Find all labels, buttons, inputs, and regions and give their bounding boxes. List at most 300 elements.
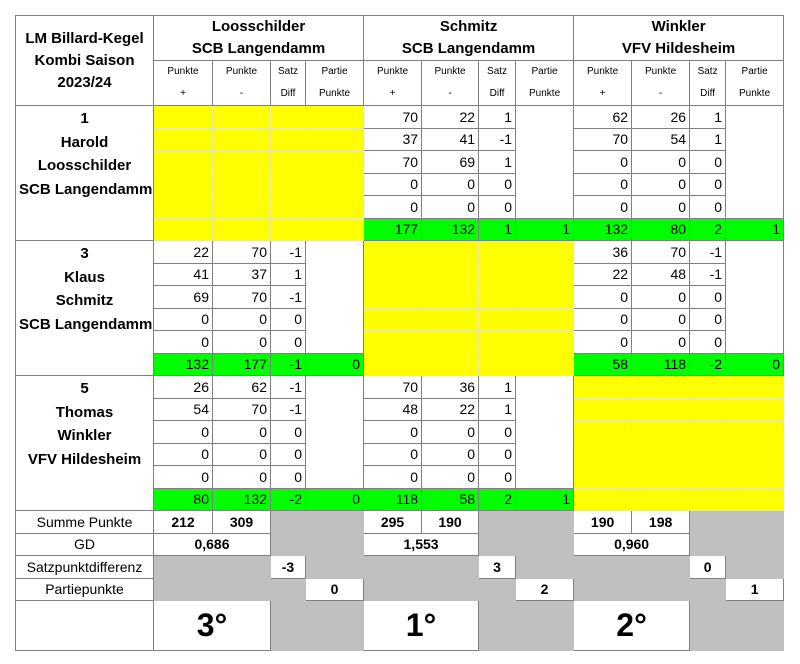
self-match-cell (726, 398, 784, 421)
game-score: 0 (154, 331, 213, 354)
game-score: 1 (479, 151, 516, 174)
column-subheader (479, 61, 516, 106)
self-match-cell (479, 353, 516, 376)
self-match-cell (574, 466, 632, 489)
self-match-cell (306, 173, 364, 196)
subheader-line: Punkte (318, 88, 351, 99)
game-score: 0 (213, 443, 271, 466)
self-match-cell (213, 173, 271, 196)
subheader-line: - (658, 88, 663, 99)
game-score: 0 (690, 331, 726, 354)
self-match-cell (364, 263, 422, 286)
self-match-cell (479, 308, 516, 331)
game-score: 0 (632, 331, 690, 354)
partie-blank (306, 376, 364, 489)
game-score: 0 (690, 286, 726, 309)
self-match-cell (632, 466, 690, 489)
self-match-cell (213, 106, 271, 129)
player-first: Thomas (55, 403, 114, 421)
game-score: 70 (574, 128, 632, 151)
self-match-cell (271, 128, 306, 151)
self-match-cell (422, 308, 479, 331)
subheader-line: Partie (321, 66, 348, 77)
player-club: SCB Langendamm (19, 180, 153, 198)
self-match-cell (154, 196, 213, 219)
game-score: 62 (574, 106, 632, 129)
game-score: 0 (154, 421, 213, 444)
title-line: Kombi Saison (34, 51, 135, 69)
inactive-cell (271, 533, 306, 556)
match-total: -1 (271, 353, 306, 376)
player-last: Loosschilder (37, 157, 132, 174)
self-match-cell (574, 421, 632, 444)
inactive-cell (479, 578, 516, 601)
game-score: 0 (364, 466, 422, 489)
game-score: 1 (690, 106, 726, 129)
match-total: 58 (574, 353, 632, 376)
opponent-header (364, 16, 574, 61)
player-seed: 1 (80, 110, 89, 127)
game-score: 41 (422, 128, 479, 151)
game-score: 69 (422, 151, 479, 174)
subheader-line: + (180, 88, 186, 99)
inactive-cell (574, 578, 632, 601)
opponent-name: Loosschilder (211, 18, 306, 35)
satz-value: -3 (271, 556, 306, 579)
game-score: 0 (271, 443, 306, 466)
self-match-cell (632, 376, 690, 399)
player-name-cell (16, 241, 154, 376)
summe-punkte-label: Summe Punkte (16, 511, 154, 534)
game-score: 22 (422, 106, 479, 129)
match-total: 1 (516, 218, 574, 241)
subheader-line: + (599, 88, 606, 99)
partie-value: 2 (516, 578, 574, 601)
subheader-line: + (389, 88, 396, 99)
subheader-line: Punkte (587, 66, 619, 77)
self-match-cell (271, 218, 306, 241)
game-score: 1 (271, 263, 306, 286)
game-score: 70 (632, 241, 690, 264)
subheader-line: Punkte (434, 66, 466, 77)
game-score: 0 (690, 308, 726, 331)
game-score: 70 (213, 286, 271, 309)
self-match-cell (516, 353, 574, 376)
game-score: 36 (422, 376, 479, 399)
opponent-header (154, 16, 364, 61)
self-match-cell (154, 128, 213, 151)
inactive-cell (479, 511, 516, 534)
column-subheader (574, 61, 632, 106)
inactive-cell (516, 533, 574, 556)
partie-blank (516, 106, 574, 219)
inactive-cell (154, 578, 213, 601)
column-subheader (632, 61, 690, 106)
match-total: 132 (574, 218, 632, 241)
column-subheader (690, 61, 726, 106)
subheader-line: Satz (697, 66, 718, 77)
subheader-line: Satz (277, 66, 298, 77)
match-total: 132 (154, 353, 213, 376)
game-score: 0 (271, 331, 306, 354)
game-score: 70 (364, 151, 422, 174)
game-score: 0 (154, 443, 213, 466)
subheader-line: - (239, 88, 244, 99)
game-score: 0 (213, 466, 271, 489)
column-subheader (271, 61, 306, 106)
game-score: 37 (364, 128, 422, 151)
inactive-cell (574, 556, 632, 579)
column-subheader (306, 61, 364, 106)
self-match-cell (632, 488, 690, 511)
game-score: 69 (154, 286, 213, 309)
self-match-cell (422, 353, 479, 376)
inactive-cell (271, 511, 306, 534)
game-score: 0 (154, 466, 213, 489)
gd-label: GD (16, 533, 154, 556)
match-total: 177 (364, 218, 422, 241)
self-match-cell (364, 241, 422, 264)
game-score: 0 (632, 173, 690, 196)
match-total: 2 (690, 218, 726, 241)
column-subheader (422, 61, 479, 106)
satz-value: 0 (690, 556, 726, 579)
inactive-cell (726, 511, 784, 534)
game-score: 0 (574, 331, 632, 354)
sum-plus: 190 (574, 511, 632, 534)
self-match-cell (690, 466, 726, 489)
subheader-line: Diff (489, 88, 505, 99)
match-total: 1 (479, 218, 516, 241)
match-total: 0 (726, 353, 784, 376)
player-seed: 3 (80, 245, 89, 262)
game-score: 37 (213, 263, 271, 286)
game-score: 48 (632, 263, 690, 286)
game-score: 1 (479, 376, 516, 399)
match-total: 0 (306, 353, 364, 376)
game-score: 0 (574, 196, 632, 219)
player-seed: 5 (80, 380, 89, 397)
column-subheader (726, 61, 784, 106)
self-match-cell (574, 376, 632, 399)
sum-minus: 198 (632, 511, 690, 534)
game-score: 0 (422, 173, 479, 196)
sum-plus: 212 (154, 511, 213, 534)
match-total: 1 (516, 488, 574, 511)
game-score: 0 (422, 421, 479, 444)
self-match-cell (516, 263, 574, 286)
game-score: -1 (271, 241, 306, 264)
self-match-cell (271, 173, 306, 196)
inactive-cell (632, 556, 690, 579)
partie-blank (516, 376, 574, 489)
self-match-cell (574, 488, 632, 511)
player-last: Schmitz (55, 292, 114, 309)
self-match-cell (516, 286, 574, 309)
column-subheader (213, 61, 271, 106)
self-match-cell (154, 218, 213, 241)
subheader-line: Punkte (645, 66, 677, 77)
game-score: -1 (271, 286, 306, 309)
game-score: 26 (632, 106, 690, 129)
rank-value: 2° (574, 601, 690, 651)
game-score: -1 (479, 128, 516, 151)
game-score: 0 (479, 421, 516, 444)
game-score: -1 (271, 376, 306, 399)
opponent-club: SCB Langendamm (401, 40, 536, 57)
game-score: 41 (154, 263, 213, 286)
game-score: 0 (271, 466, 306, 489)
inactive-cell (690, 578, 726, 601)
match-total: 80 (154, 488, 213, 511)
satz-label: Satzpunktdifferenz (16, 556, 154, 579)
opponent-name: Winkler (651, 18, 706, 35)
game-score: 0 (479, 173, 516, 196)
inactive-cell (271, 578, 306, 601)
self-match-cell (154, 173, 213, 196)
self-match-cell (213, 128, 271, 151)
game-score: -1 (690, 241, 726, 264)
game-score: -1 (271, 398, 306, 421)
subheader-line: Punkte (739, 88, 771, 99)
game-score: 54 (632, 128, 690, 151)
inactive-cell (479, 601, 516, 651)
game-score: 0 (364, 443, 422, 466)
self-match-cell (213, 151, 271, 174)
partie-blank (306, 241, 364, 354)
self-match-cell (479, 263, 516, 286)
match-total: -2 (271, 488, 306, 511)
self-match-cell (306, 106, 364, 129)
match-total: 1 (726, 218, 784, 241)
match-total: 132 (422, 218, 479, 241)
self-match-cell (574, 443, 632, 466)
game-score: 0 (422, 466, 479, 489)
inactive-cell (516, 511, 574, 534)
inactive-cell (516, 601, 574, 651)
standings-table (15, 15, 784, 651)
self-match-cell (364, 308, 422, 331)
self-match-cell (479, 331, 516, 354)
inactive-cell (306, 533, 364, 556)
game-score: 0 (574, 286, 632, 309)
match-total: 80 (632, 218, 690, 241)
game-score: 70 (364, 376, 422, 399)
inactive-cell (632, 578, 690, 601)
game-score: 54 (154, 398, 213, 421)
inactive-cell (726, 556, 784, 579)
self-match-cell (632, 443, 690, 466)
self-match-cell (154, 106, 213, 129)
self-match-cell (516, 308, 574, 331)
match-total: 177 (213, 353, 271, 376)
self-match-cell (364, 353, 422, 376)
sum-minus: 190 (422, 511, 479, 534)
self-match-cell (422, 263, 479, 286)
game-score: 0 (690, 173, 726, 196)
subheader-line: Punkte (225, 66, 258, 77)
game-score: 22 (422, 398, 479, 421)
game-score: 0 (271, 308, 306, 331)
game-score: 1 (479, 106, 516, 129)
self-match-cell (306, 196, 364, 219)
game-score: 70 (213, 241, 271, 264)
game-score: 26 (154, 376, 213, 399)
game-score: 0 (632, 308, 690, 331)
gd-value: 0,686 (154, 533, 271, 556)
game-score: 0 (574, 308, 632, 331)
game-score: 22 (574, 263, 632, 286)
column-subheader (154, 61, 213, 106)
gd-value: 1,553 (364, 533, 479, 556)
satz-value: 3 (479, 556, 516, 579)
inactive-cell (306, 601, 364, 651)
game-score: 0 (213, 308, 271, 331)
subheader-line: Punkte (167, 66, 199, 77)
rank-value: 1° (364, 601, 479, 651)
game-score: 0 (422, 196, 479, 219)
game-score: 0 (479, 443, 516, 466)
rank-value: 3° (154, 601, 271, 651)
game-score: 62 (213, 376, 271, 399)
opponent-header (574, 16, 784, 61)
inactive-cell (306, 511, 364, 534)
inactive-cell (364, 556, 422, 579)
match-total: 2 (479, 488, 516, 511)
game-score: 70 (213, 398, 271, 421)
self-match-cell (306, 128, 364, 151)
player-first: Harold (60, 133, 109, 151)
self-match-cell (271, 196, 306, 219)
inactive-cell (479, 533, 516, 556)
partie-label: Partiepunkte (16, 578, 154, 601)
player-last: Winkler (57, 427, 112, 444)
subheader-line: Partie (741, 66, 768, 77)
match-total: 0 (306, 488, 364, 511)
game-score: 1 (690, 128, 726, 151)
inactive-cell (271, 601, 306, 651)
self-match-cell (516, 331, 574, 354)
inactive-cell (422, 578, 479, 601)
self-match-cell (690, 443, 726, 466)
game-score: 0 (479, 466, 516, 489)
subheader-line: Partie (531, 66, 558, 77)
subheader-line: Satz (487, 66, 508, 77)
title-line: 2023/24 (57, 73, 112, 91)
game-score: 0 (154, 308, 213, 331)
game-score: 0 (271, 421, 306, 444)
self-match-cell (726, 421, 784, 444)
self-match-cell (364, 331, 422, 354)
self-match-cell (726, 376, 784, 399)
table-title (16, 16, 154, 106)
self-match-cell (479, 286, 516, 309)
game-score: 0 (213, 421, 271, 444)
inactive-cell (690, 511, 726, 534)
self-match-cell (632, 398, 690, 421)
match-total: 58 (422, 488, 479, 511)
game-score: 48 (364, 398, 422, 421)
self-match-cell (364, 286, 422, 309)
self-match-cell (632, 421, 690, 444)
player-club: SCB Langendamm (19, 315, 153, 333)
inactive-cell (726, 533, 784, 556)
self-match-cell (479, 241, 516, 264)
game-score: 0 (690, 151, 726, 174)
self-match-cell (690, 398, 726, 421)
self-match-cell (213, 218, 271, 241)
game-score: 0 (364, 173, 422, 196)
inactive-cell (154, 556, 213, 579)
subheader-line: - (448, 88, 452, 99)
self-match-cell (516, 241, 574, 264)
subheader-line: Diff (280, 88, 296, 99)
game-score: 0 (422, 443, 479, 466)
inactive-cell (690, 533, 726, 556)
self-match-cell (154, 151, 213, 174)
self-match-cell (213, 196, 271, 219)
match-total: 118 (632, 353, 690, 376)
column-subheader (364, 61, 422, 106)
sum-minus: 309 (213, 511, 271, 534)
game-score: 0 (364, 196, 422, 219)
match-total: -2 (690, 353, 726, 376)
player-club: VFV Hildesheim (27, 450, 142, 468)
self-match-cell (690, 421, 726, 444)
game-score: 22 (154, 241, 213, 264)
game-score: 0 (632, 196, 690, 219)
opponent-club: SCB Langendamm (191, 40, 326, 57)
partie-value: 1 (726, 578, 784, 601)
inactive-cell (306, 556, 364, 579)
inactive-cell (213, 556, 271, 579)
inactive-cell (422, 556, 479, 579)
self-match-cell (726, 443, 784, 466)
opponent-club: VFV Hildesheim (621, 40, 736, 57)
self-match-cell (422, 331, 479, 354)
partie-blank (726, 106, 784, 219)
player-first: Klaus (64, 268, 105, 286)
self-match-cell (271, 151, 306, 174)
game-score: 0 (690, 196, 726, 219)
self-match-cell (690, 488, 726, 511)
player-name-cell (16, 106, 154, 241)
game-score: 0 (213, 331, 271, 354)
self-match-cell (574, 398, 632, 421)
partie-value: 0 (306, 578, 364, 601)
game-score: 0 (632, 286, 690, 309)
inactive-cell (690, 601, 726, 651)
sum-plus: 295 (364, 511, 422, 534)
subheader-line: Punkte (376, 66, 409, 77)
opponent-name: Schmitz (439, 18, 498, 35)
self-match-cell (422, 241, 479, 264)
game-score: 70 (364, 106, 422, 129)
self-match-cell (422, 286, 479, 309)
inactive-cell (364, 578, 422, 601)
self-match-cell (690, 376, 726, 399)
match-total: 132 (213, 488, 271, 511)
game-score: 36 (574, 241, 632, 264)
game-score: 0 (632, 151, 690, 174)
title-line: LM Billard-Kegel (25, 29, 144, 47)
self-match-cell (306, 151, 364, 174)
subheader-line: Punkte (529, 88, 561, 99)
partie-blank (726, 241, 784, 354)
inactive-cell (726, 601, 784, 651)
gd-value: 0,960 (574, 533, 690, 556)
game-score: -1 (690, 263, 726, 286)
